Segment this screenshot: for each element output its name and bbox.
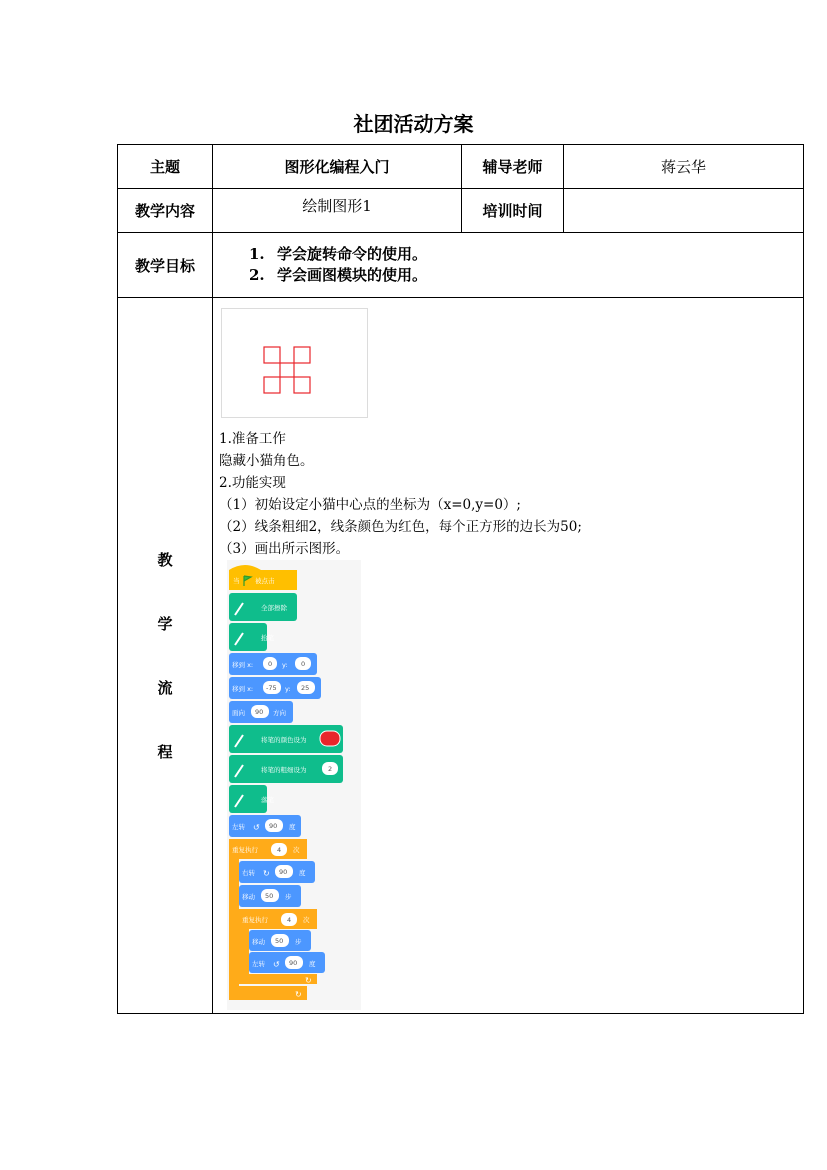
- step-line: 1.准备工作: [219, 431, 286, 447]
- value-training-time: [564, 189, 804, 233]
- goto-x-value: 0: [268, 660, 273, 668]
- point-label: 面向: [232, 709, 245, 717]
- step-line: 2.功能实现: [219, 475, 286, 491]
- figure-square: [264, 347, 280, 363]
- repeat-outer-value: 4: [277, 846, 282, 854]
- repeat-inner-value: 4: [287, 916, 292, 924]
- label-goals: 教学目标: [118, 233, 213, 298]
- pen-up-label: 抬笔: [261, 634, 274, 642]
- row-process: [118, 298, 804, 1014]
- set-size-label: 将笔的粗细设为: [261, 766, 307, 774]
- row-content: [118, 189, 804, 233]
- step-line: （2）线条粗细2，线条颜色为红色，每个正方形的边长为50;: [219, 519, 582, 535]
- row-goals: [118, 233, 804, 298]
- code-blocks-screenshot: [227, 560, 361, 1010]
- goal-number: 2.: [249, 266, 265, 284]
- move-value: 50: [275, 937, 284, 945]
- row-topic: [118, 145, 804, 189]
- turn-left-value: 90: [289, 959, 298, 967]
- steps-text: [219, 428, 582, 560]
- goal-number: 1.: [249, 245, 265, 263]
- move-suffix: 步: [285, 893, 292, 901]
- repeat-outer-label: 重复执行: [232, 846, 258, 854]
- goto-y-label: y:: [285, 685, 291, 693]
- value-topic: 图形化编程入门: [213, 145, 462, 189]
- pen-size-value: 2: [328, 765, 333, 773]
- pen-down-label: 落笔: [261, 796, 274, 804]
- scratch-script: [227, 560, 361, 1010]
- process-char: 学: [157, 614, 173, 633]
- label-tutor: 辅导老师: [462, 145, 564, 189]
- goto-y-value: 0: [301, 660, 306, 668]
- turn-left-suffix: 度: [309, 960, 316, 968]
- goto-label: 移到 x:: [232, 685, 254, 693]
- goal-item: [249, 265, 803, 286]
- label-content: 教学内容: [118, 189, 213, 233]
- step-line: （1）初始设定小猫中心点的坐标为（x=0,y=0）;: [219, 497, 521, 513]
- hat-suffix: 被点击: [255, 577, 275, 585]
- move-value: 50: [265, 892, 274, 900]
- hat-prefix: 当: [233, 577, 240, 585]
- goto-x-value: -75: [266, 684, 277, 692]
- point-value: 90: [255, 708, 264, 716]
- goto-y-value: 25: [301, 684, 310, 692]
- repeat-inner-label: 重复执行: [242, 916, 268, 924]
- turn-right-suffix: 度: [299, 869, 306, 877]
- step-line: 隐藏小猫角色。: [219, 453, 314, 469]
- pen-color-swatch: [320, 731, 340, 746]
- value-content: 绘制图形1: [213, 189, 462, 233]
- label-topic: 主题: [118, 145, 213, 189]
- turn-left-label: 左转: [232, 823, 245, 831]
- process-char: 流: [157, 678, 173, 697]
- plan-table: [117, 144, 804, 1014]
- figure-square: [264, 377, 280, 393]
- figure-square: [294, 377, 310, 393]
- rotate-left-icon: ↺: [273, 960, 280, 969]
- goal-text: 学会画图模块的使用。: [277, 266, 428, 284]
- turn-left-suffix: 度: [289, 823, 296, 831]
- move-label: 移动: [242, 893, 255, 901]
- process-char: 程: [157, 742, 173, 761]
- figure-square: [294, 347, 310, 363]
- repeat-outer-suffix: 次: [293, 846, 300, 854]
- process-char: 教: [157, 550, 173, 569]
- goal-text: 学会旋转命令的使用。: [277, 245, 428, 263]
- clear-label: 全部擦除: [261, 604, 287, 612]
- goto-label: 移到 x:: [232, 661, 254, 669]
- loop-arrow-icon: ↻: [295, 990, 302, 999]
- goals-cell: [213, 233, 804, 298]
- process-cell: [213, 298, 804, 1014]
- page-title: 社团活动方案: [353, 112, 474, 136]
- move-label: 移动: [252, 938, 265, 946]
- value-tutor: 蒋云华: [564, 145, 804, 189]
- four-squares-figure: [222, 309, 367, 417]
- goals-list: [213, 244, 803, 286]
- step-line: （3）画出所示图形。: [219, 541, 350, 557]
- turn-left-value: 90: [269, 822, 278, 830]
- goal-item: [249, 244, 803, 265]
- move-suffix: 步: [295, 938, 302, 946]
- label-process: [118, 298, 213, 1014]
- point-suffix: 方向: [273, 709, 286, 717]
- label-training-time: 培训时间: [462, 189, 564, 233]
- turn-right-label: 右转: [242, 869, 255, 877]
- rotate-right-icon: ↻: [263, 869, 270, 878]
- rotate-left-icon: ↺: [253, 823, 260, 832]
- target-figure-preview: [221, 308, 368, 418]
- loop-arrow-icon: ↻: [305, 976, 312, 985]
- set-color-label: 将笔的颜色设为: [261, 736, 307, 744]
- turn-left-label: 左转: [252, 960, 265, 968]
- goto-y-label: y:: [282, 661, 288, 669]
- turn-right-value: 90: [279, 868, 288, 876]
- repeat-inner-suffix: 次: [303, 916, 310, 924]
